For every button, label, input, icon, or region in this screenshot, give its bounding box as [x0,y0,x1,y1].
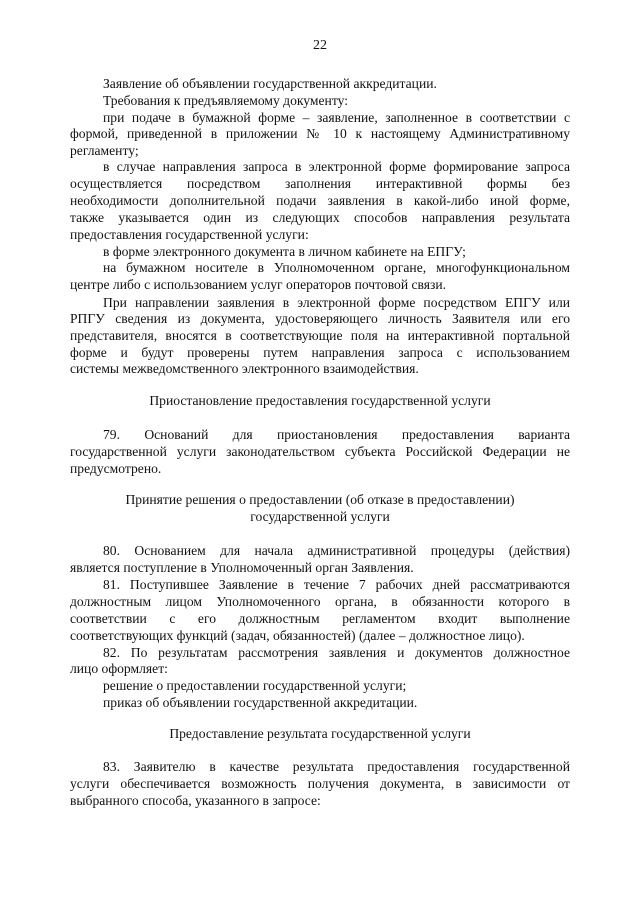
text-line: выбранного способа, указанного в запросе: [70,793,321,808]
text-line: Требования к предъявляемому документу: [103,93,348,108]
text-line: представителя, вносятся в соответствующие поля на интерактивной портальной [70,328,570,343]
text-line: центре либо с использованием услуг операторов почтовой связи. [70,277,447,292]
text-line: в случае направления запроса в электронной форме формирование запроса [103,159,570,174]
heading-line: государственной услуги [250,509,390,524]
text-line: 83. Заявителю в качестве результата предоставления государственной [103,759,570,774]
text-line: является поступление в Уполномоченный орган Заявления. [70,560,414,575]
text-line: осуществляется посредством заполнения интерактивной формы без [70,176,570,191]
text-line: системы межведомственного электронного взаимодействия. [70,361,419,376]
text-line: формой, приведенной в приложении № 10 к настоящему Административному [70,126,570,141]
text-line: в форме электронного документа в личном кабинете на ЕПГУ; [103,244,466,259]
text-line: 81. Поступившее Заявление в течение 7 рабочих дней рассматриваются [103,577,570,592]
text-line: предусмотрено. [70,461,162,476]
text-line: регламенту; [70,143,139,158]
text-line: услуги обеспечивается возможность получения документа, в зависимости от [70,776,570,791]
text-line: должностным лицом Уполномоченного органа, в обязанности которого в [70,594,570,609]
text-line: РПГУ сведения из документа, удостоверяющего личность Заявителя или его [70,311,570,326]
text-line: необходимости дополнительной подачи заявления в какой-либо иной форме, [70,193,570,208]
page-number: 22 [313,38,327,53]
text-line: Заявление об объявлении государственной аккредитации. [103,76,437,91]
heading-line: Предоставление результата государственной услуги [169,726,471,741]
text-line: лицо оформляет: [70,661,168,676]
heading-line: Принятие решения о предоставлении (об отказе в предоставлении) [125,492,515,507]
text-line: соответствующих функций (задач, обязанностей) (далее – должностное лицо). [70,628,525,643]
text-line: 79. Оснований для приостановления предоставления варианта [103,427,570,442]
text-line: При направлении заявления в электронной форме посредством ЕПГУ или [103,295,570,310]
text-line: также указывается один из следующих способов направления результата [70,210,570,225]
text-line: решение о предоставлении государственной услуги; [103,678,407,693]
text-line: на бумажном носителе в Уполномоченном органе, многофункциональном [103,260,570,275]
text-line: форме и будут проверены путем направления запроса с использованием [70,345,570,360]
heading-line: Приостановление предоставления государственной услуги [149,393,491,408]
text-line: 80. Основанием для начала административной процедуры (действия) [103,543,570,558]
text-line: государственной услуги законодательством субъекта Российской Федерации не [70,444,570,459]
text-line: соответствии с его должностным регламентом входит выполнение [70,611,570,626]
text-line: предоставления государственной услуги: [70,227,309,242]
text-line: 82. По результатам рассмотрения заявления и документов должностное [103,645,570,660]
text-line: при подаче в бумажной форме – заявление, заполненное в соответствии с [103,110,570,125]
text-line: приказ об объявлении государственной аккредитации. [103,695,418,710]
